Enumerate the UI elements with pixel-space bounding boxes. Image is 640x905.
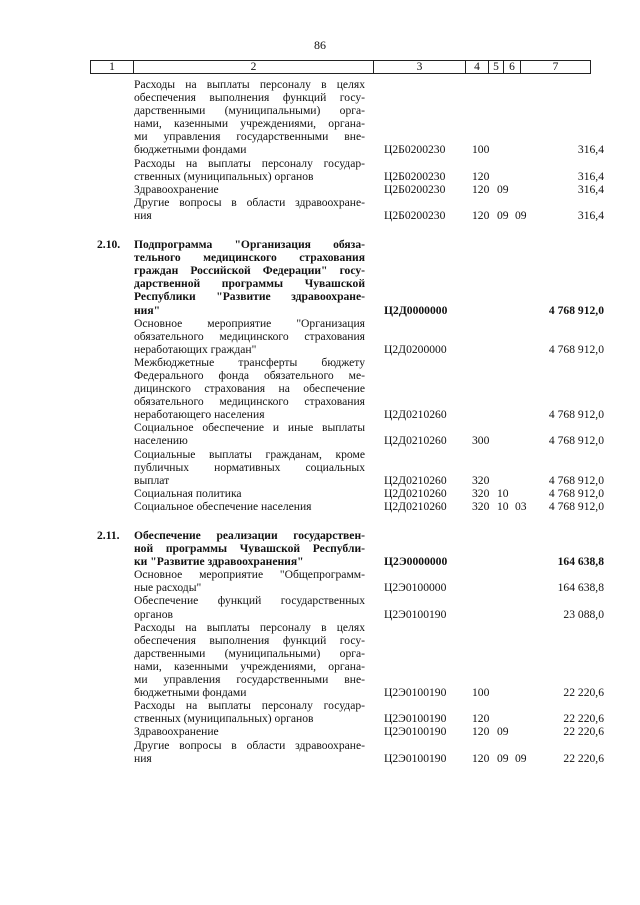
expense-type-code: 120 xyxy=(472,712,490,726)
table-row xyxy=(0,487,640,500)
row-description xyxy=(134,238,365,317)
target-code: Ц2Э0100190 xyxy=(384,686,447,700)
row-description xyxy=(134,78,365,157)
target-code: Ц2Д0210260 xyxy=(384,499,447,513)
header-col-7: 7 xyxy=(520,61,590,73)
header-col-3: 3 xyxy=(373,61,465,73)
row-description xyxy=(134,568,365,594)
table-row xyxy=(0,157,640,183)
description-line: дарственной программы Чувашской xyxy=(134,277,365,291)
table-row xyxy=(0,699,640,725)
description-line: обеспечения выполнения функций госу- xyxy=(134,633,365,647)
description-line: обязательного медицинского страхования xyxy=(134,329,365,343)
description-line: дарственными (муниципальными) орга- xyxy=(134,646,365,660)
target-code: Ц2Д0210260 xyxy=(384,486,447,500)
target-code: Ц2Э0100000 xyxy=(384,581,447,595)
amount-value: 4 768 912,0 xyxy=(548,473,604,487)
amount-value: 22 220,6 xyxy=(563,686,604,700)
row-description xyxy=(134,621,365,700)
row-description xyxy=(134,739,365,765)
description-line: Обеспечение реализации государствен- xyxy=(134,529,365,542)
section-code: 09 xyxy=(497,751,509,765)
row-description xyxy=(134,699,365,725)
expense-type-code: 120 xyxy=(472,208,490,222)
table-row xyxy=(0,594,640,620)
description-line: ственных (муниципальных) органов xyxy=(134,712,314,726)
description-line: Основное мероприятие "Организация xyxy=(134,316,365,330)
amount-value: 4 768 912,0 xyxy=(548,342,604,356)
description-line: тельного медицинского страхования xyxy=(134,251,365,265)
amount-value: 23 088,0 xyxy=(563,607,604,621)
description-line: ния xyxy=(134,208,152,222)
description-line: ные расходы" xyxy=(134,581,202,595)
amount-value: 22 220,6 xyxy=(563,725,604,739)
expense-type-code: 320 xyxy=(472,499,490,513)
amount-value: 22 220,6 xyxy=(563,712,604,726)
description-line: ния xyxy=(134,751,152,765)
row-description xyxy=(134,725,365,738)
description-line: Другие вопросы в области здравоохране- xyxy=(134,738,365,752)
row-description xyxy=(134,594,365,620)
description-line: ной программы Чувашской Республи- xyxy=(134,542,365,556)
header-col-6: 6 xyxy=(503,61,520,73)
description-line: выплат xyxy=(134,473,170,487)
expense-type-code: 120 xyxy=(472,751,490,765)
description-line: обеспечения выполнения функций госу- xyxy=(134,91,365,105)
target-code: Ц2Д0200000 xyxy=(384,342,447,356)
amount-value: 316,4 xyxy=(577,182,604,196)
table-row xyxy=(0,500,640,513)
row-description xyxy=(134,448,365,487)
table-row xyxy=(0,78,640,157)
table-row xyxy=(0,448,640,487)
target-code: Ц2Э0000000 xyxy=(384,555,448,569)
subsection-code: 09 xyxy=(515,751,527,765)
target-code: Ц2Б0200230 xyxy=(384,182,446,196)
amount-value: 164 638,8 xyxy=(557,555,604,569)
description-line: граждан Российской Федерации" госу- xyxy=(134,264,365,278)
amount-value: 4 768 912,0 xyxy=(548,486,604,500)
target-code: Ц2Д0210260 xyxy=(384,408,447,422)
description-line: Расходы на выплаты персоналу государ- xyxy=(134,699,365,713)
subsection-code: 03 xyxy=(515,499,527,513)
expense-type-code: 300 xyxy=(472,434,490,448)
description-line: Социальные выплаты гражданам, кроме xyxy=(134,447,365,461)
description-line: Здравоохранение xyxy=(134,182,219,196)
description-line: Расходы на выплаты персоналу государ- xyxy=(134,156,365,170)
description-line: Подпрограмма "Организация обяза- xyxy=(134,238,365,252)
description-line: публичных нормативных социальных xyxy=(134,460,365,474)
row-description xyxy=(134,317,365,356)
description-line: Другие вопросы в области здравоохране- xyxy=(134,195,365,209)
target-code: Ц2Э0100190 xyxy=(384,607,447,621)
section-row xyxy=(0,238,640,317)
expense-type-code: 120 xyxy=(472,725,490,739)
row-description xyxy=(134,500,365,513)
description-line: неработающего населения xyxy=(134,408,265,422)
header-col-5: 5 xyxy=(488,61,503,73)
row-description xyxy=(134,529,365,568)
description-line: нами, казенными учреждениями, органа- xyxy=(134,117,365,131)
table-row xyxy=(0,421,640,447)
expense-type-code: 100 xyxy=(472,686,490,700)
description-line: органов xyxy=(134,607,173,621)
target-code: Ц2Д0000000 xyxy=(384,303,448,317)
section-code: 10 xyxy=(497,499,509,513)
description-line: Межбюджетные трансферты бюджету xyxy=(134,355,365,369)
row-description xyxy=(134,421,365,447)
amount-value: 316,4 xyxy=(577,169,604,183)
description-line: бюджетными фондами xyxy=(134,686,247,700)
amount-value: 164 638,8 xyxy=(557,581,604,595)
target-code: Ц2Э0100190 xyxy=(384,751,447,765)
table-row xyxy=(0,356,640,421)
target-code: Ц2Б0200230 xyxy=(384,169,446,183)
target-code: Ц2Э0100190 xyxy=(384,712,447,726)
section-row xyxy=(0,529,640,568)
section-gap xyxy=(0,222,640,238)
description-line: обязательного медицинского страхования xyxy=(134,395,365,409)
section-code: 10 xyxy=(497,486,509,500)
target-code: Ц2Д0210260 xyxy=(384,434,447,448)
header-col-4: 4 xyxy=(465,61,488,73)
table-row xyxy=(0,317,640,356)
subsection-code: 09 xyxy=(515,208,527,222)
amount-value: 4 768 912,0 xyxy=(548,303,604,317)
description-line: дицинского страхования на обеспечение xyxy=(134,382,365,396)
expense-type-code: 320 xyxy=(472,486,490,500)
row-description xyxy=(134,196,365,222)
amount-value: 4 768 912,0 xyxy=(548,434,604,448)
description-line: ственных (муниципальных) органов xyxy=(134,169,314,183)
description-line: Республики "Развитие здравоохране- xyxy=(134,290,365,304)
description-line: ми управления государственными вне- xyxy=(134,673,365,687)
description-line: Расходы на выплаты персоналу в целях xyxy=(134,620,365,634)
section-code: 09 xyxy=(497,182,509,196)
table-row xyxy=(0,568,640,594)
section-code: 09 xyxy=(497,725,509,739)
target-code: Ц2Б0200230 xyxy=(384,143,446,157)
table-row xyxy=(0,739,640,765)
description-line: Социальная политика xyxy=(134,486,242,500)
target-code: Ц2Д0210260 xyxy=(384,473,447,487)
description-line: ния" xyxy=(134,303,161,317)
amount-value: 22 220,6 xyxy=(563,751,604,765)
row-description xyxy=(134,356,365,421)
description-line: Федерального фонда обязательного ме- xyxy=(134,368,365,382)
expense-type-code: 100 xyxy=(472,143,490,157)
description-line: Обеспечение функций государственных xyxy=(134,594,365,608)
table-header xyxy=(90,60,591,74)
description-line: неработающих граждан" xyxy=(134,342,257,356)
amount-value: 4 768 912,0 xyxy=(548,408,604,422)
description-line: ми управления государственными вне- xyxy=(134,130,365,144)
description-line: ки "Развитие здравоохранения" xyxy=(134,555,304,569)
description-line: бюджетными фондами xyxy=(134,143,247,157)
section-number: 2.10. xyxy=(97,238,121,252)
header-col-2: 2 xyxy=(133,61,373,73)
description-line: Социальное обеспечение населения xyxy=(134,499,312,513)
budget-table-body xyxy=(0,78,640,765)
description-line: Здравоохранение xyxy=(134,725,219,739)
amount-value: 316,4 xyxy=(577,143,604,157)
target-code: Ц2Б0200230 xyxy=(384,208,446,222)
expense-type-code: 120 xyxy=(472,182,490,196)
header-col-1: 1 xyxy=(109,61,115,73)
row-description xyxy=(134,487,365,500)
table-row xyxy=(0,183,640,196)
description-line: населению xyxy=(134,434,188,448)
row-description xyxy=(134,157,365,183)
description-line: Социальное обеспечение и иные выплаты xyxy=(134,421,365,435)
amount-value: 316,4 xyxy=(577,208,604,222)
description-line: Расходы на выплаты персоналу в целях xyxy=(134,78,365,91)
description-line: нами, казенными учреждениями, органа- xyxy=(134,659,365,673)
description-line: Основное мероприятие "Общепрограмм- xyxy=(134,568,365,582)
section-code: 09 xyxy=(497,208,509,222)
amount-value: 4 768 912,0 xyxy=(548,499,604,513)
section-gap xyxy=(0,513,640,529)
table-row xyxy=(0,725,640,738)
row-description xyxy=(134,183,365,196)
expense-type-code: 320 xyxy=(472,473,490,487)
table-row xyxy=(0,621,640,700)
section-number: 2.11. xyxy=(97,529,120,542)
expense-type-code: 120 xyxy=(472,169,490,183)
target-code: Ц2Э0100190 xyxy=(384,725,447,739)
table-row xyxy=(0,196,640,222)
page-number: 86 xyxy=(314,38,326,52)
description-line: дарственными (муниципальными) орга- xyxy=(134,104,365,118)
